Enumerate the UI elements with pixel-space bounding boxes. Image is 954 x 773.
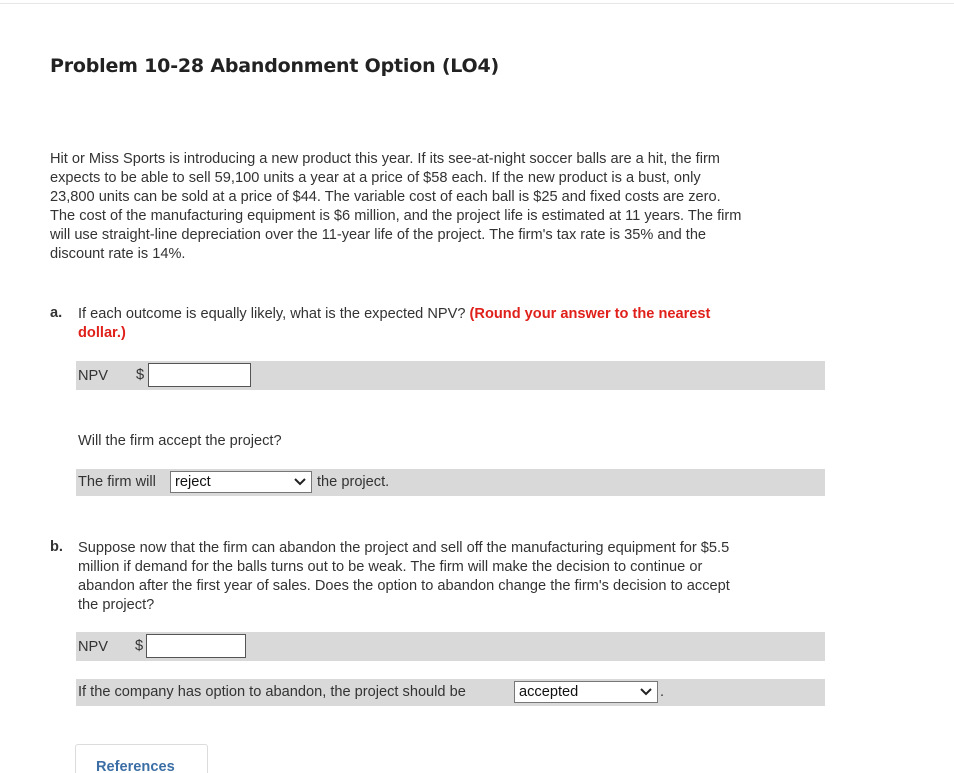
part-a-question-text: If each outcome is equally likely, what is the expected NPV?: [78, 306, 466, 322]
statement-line: The cost of the manufacturing equipment is $6 million, and the project life is estimated at 11 years. The firm: [50, 208, 742, 224]
accept-question: Will the firm accept the project?: [78, 433, 282, 449]
decision-prefix: The firm will: [78, 474, 156, 490]
currency-symbol: $: [136, 367, 145, 383]
part-b-question: [78, 539, 818, 615]
part-a-label: a.: [50, 305, 63, 321]
decision-suffix: the project.: [317, 474, 390, 490]
chevron-down-icon: [294, 478, 306, 486]
rounding-instruction: (Round your answer to the nearest: [469, 306, 711, 322]
part-b-line: million if demand for the balls turns out to be weak. The firm will make the decision to continue or: [78, 559, 703, 575]
decision-prefix: If the company has option to abandon, the project should be: [78, 684, 466, 700]
part-b-line: Suppose now that the firm can abandon the project and sell off the manufacturing equipment for $5.5: [78, 540, 730, 556]
statement-line: expects to be able to sell 59,100 units a year at a price of $58 each. If the new product is a bust, only: [50, 170, 701, 186]
selected-value: accepted: [519, 684, 579, 700]
statement-line: will use straight-line depreciation over the 11-year life of the project. The firm's tax rate is 35% and the: [50, 227, 707, 243]
part-b-decision-select[interactable]: [514, 681, 658, 703]
problem-statement: [50, 150, 830, 264]
part-b-npv-input[interactable]: [146, 634, 246, 658]
part-a-npv-row: [76, 361, 825, 390]
part-a-decision-row: [76, 469, 825, 496]
part-a-decision-select[interactable]: [170, 471, 312, 493]
top-divider: [0, 3, 954, 4]
references-label: References: [96, 759, 175, 773]
part-a-npv-input[interactable]: [148, 363, 251, 387]
currency-symbol: $: [135, 638, 144, 654]
chevron-down-icon: [640, 688, 652, 696]
rounding-instruction-cont: dollar.): [78, 325, 126, 341]
statement-line: discount rate is 14%.: [50, 246, 186, 262]
selected-value: reject: [175, 474, 211, 490]
part-b-label: b.: [50, 539, 63, 555]
decision-suffix: .: [660, 684, 665, 700]
npv-label: NPV: [78, 639, 109, 655]
part-a-question: [78, 305, 818, 343]
part-b-decision-row: [76, 679, 825, 706]
references-tab[interactable]: [75, 744, 208, 773]
statement-line: 23,800 units can be sold at a price of $44. The variable cost of each ball is $25 and fixed costs are zero.: [50, 189, 721, 205]
part-b-line: abandon after the first year of sales. Does the option to abandon change the firm's decision to accept: [78, 578, 730, 594]
npv-label: NPV: [78, 368, 109, 384]
statement-line: Hit or Miss Sports is introducing a new product this year. If its see-at-night soccer balls are a hit, the firm: [50, 151, 720, 167]
page-title: Problem 10-28 Abandonment Option (LO4): [50, 55, 499, 77]
part-b-npv-row: [76, 632, 825, 661]
part-b-line: the project?: [78, 597, 155, 613]
